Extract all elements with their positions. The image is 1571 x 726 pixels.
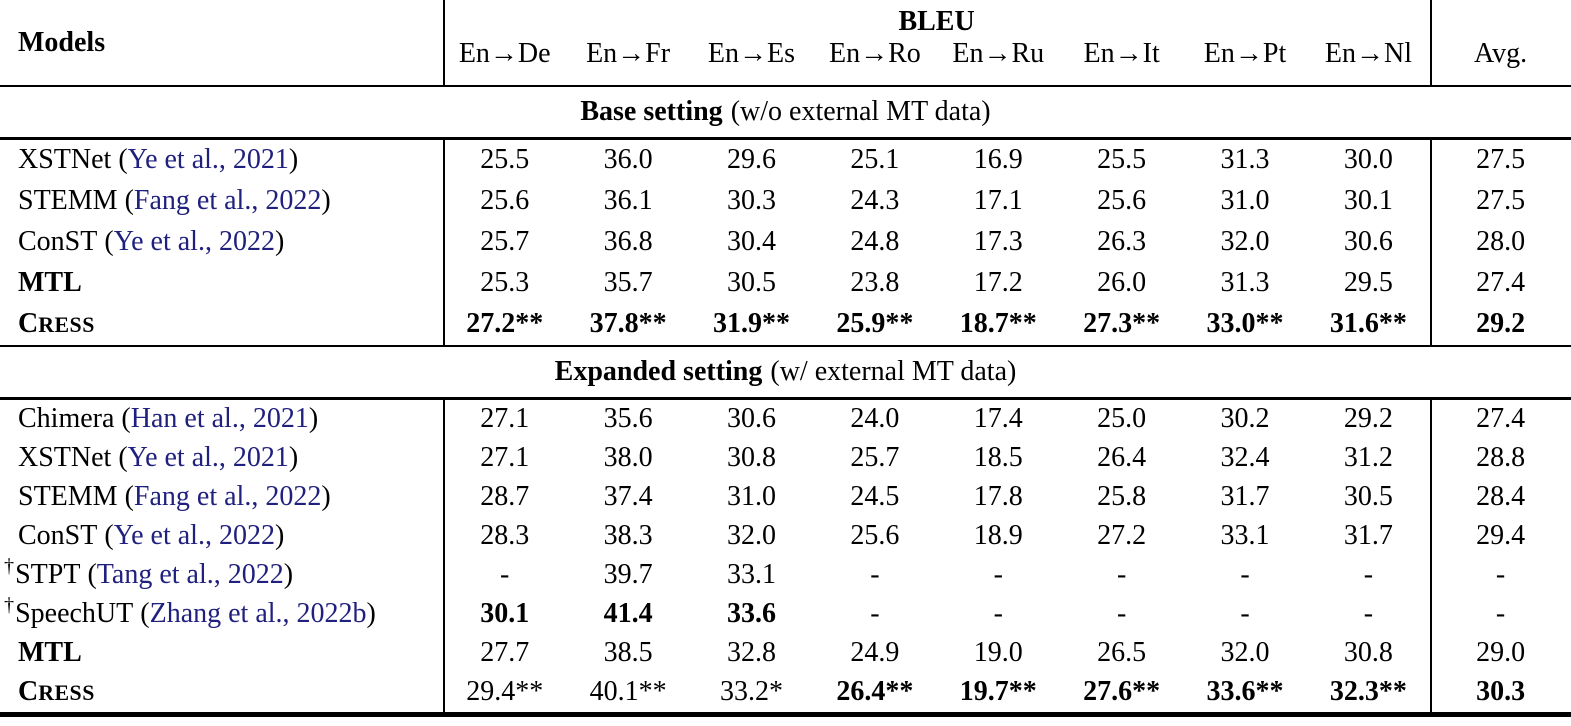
model-name: MTL <box>18 267 82 299</box>
dagger-icon: † <box>4 554 15 577</box>
bleu-value-cell: 18.5 <box>973 442 1023 474</box>
bleu-value-cell: - <box>1240 598 1250 630</box>
table-row <box>0 140 1571 181</box>
bleu-value-cell: 30.6 <box>1343 226 1393 258</box>
bleu-value-cell: 28.7 <box>480 481 530 513</box>
bleu-value-cell: 25.1 <box>850 144 900 176</box>
model-name: XSTNet <box>18 442 112 474</box>
bleu-value-cell: - <box>870 559 880 591</box>
bleu-value-cell: 36.8 <box>603 226 653 258</box>
bleu-value-cell: 18.9 <box>973 520 1023 552</box>
avg-value-cell: 27.5 <box>1476 144 1526 176</box>
citation-link[interactable]: Ye et al., 2021 <box>127 144 289 176</box>
bleu-value-cell: 31.7 <box>1343 520 1393 552</box>
table-row <box>0 439 1571 478</box>
avg-value-cell: 28.0 <box>1476 226 1526 258</box>
model-cell <box>0 267 443 299</box>
bleu-value-cell: 36.0 <box>603 144 653 176</box>
model-cell <box>0 676 443 708</box>
bleu-value-cell: 26.3 <box>1097 226 1147 258</box>
citation-close-paren: ) <box>321 481 331 513</box>
bleu-value-cell: 18.7** <box>959 308 1037 340</box>
bleu-value-cell: 25.5 <box>480 144 530 176</box>
bleu-value-cell: 30.2 <box>1220 403 1270 435</box>
model-name: ConST <box>18 226 98 258</box>
expanded-setting-rows <box>0 400 1571 712</box>
bleu-value-cell: - <box>1363 559 1374 591</box>
citation-close-paren: ) <box>308 403 319 435</box>
citation-close-paren: ) <box>274 226 285 258</box>
bleu-value-cell: 32.8 <box>726 637 776 669</box>
bleu-value-cell: 30.5 <box>726 267 776 299</box>
models-column-header: Models <box>18 26 106 58</box>
bleu-value-cell: 24.0 <box>850 403 900 435</box>
bleu-value-cell: 30.1 <box>1343 185 1393 217</box>
avg-value-cell: - <box>1495 598 1506 630</box>
table-row <box>0 304 1571 345</box>
bleu-value-cell: 25.0 <box>1097 403 1147 435</box>
bleu-value-cell: 32.4 <box>1220 442 1270 474</box>
dagger-icon: † <box>4 593 15 616</box>
bleu-value-cell: 24.3 <box>850 185 900 217</box>
citation-open-paren: ( <box>117 481 134 513</box>
bottom-margin <box>0 717 1571 726</box>
section-title-bold: Expanded setting <box>554 356 763 388</box>
citation-open-paren: ( <box>111 144 128 176</box>
bleu-value-cell: 33.2* <box>719 676 783 708</box>
column-header-en-it: En→It <box>1083 38 1160 69</box>
citation-open-paren: ( <box>117 185 134 217</box>
bleu-value-cell: 31.6** <box>1329 308 1407 340</box>
model-cell <box>0 520 443 552</box>
bleu-value-cell: 32.0 <box>1220 226 1270 258</box>
bleu-value-cell: 30.3 <box>726 185 776 217</box>
model-name: MTL <box>18 637 82 669</box>
model-name: CRESS <box>18 676 95 708</box>
bleu-value-cell: - <box>1363 598 1374 630</box>
bleu-value-cell: 26.4 <box>1097 442 1147 474</box>
citation-open-paren: ( <box>111 442 128 474</box>
bleu-value-cell: 24.8 <box>850 226 900 258</box>
avg-value-cell: 27.4 <box>1476 403 1526 435</box>
model-cell <box>0 185 443 217</box>
table-row <box>0 556 1571 595</box>
bleu-value-cell: 27.1 <box>480 403 530 435</box>
bleu-value-cell: 17.1 <box>973 185 1023 217</box>
bleu-value-cell: 19.7** <box>959 676 1037 708</box>
bleu-value-cell: 31.0 <box>726 481 776 513</box>
bleu-value-cell: 17.3 <box>973 226 1023 258</box>
bleu-value-cell: 30.1 <box>480 598 530 630</box>
bleu-value-cell: 24.9 <box>850 637 900 669</box>
bleu-value-cell: 27.2** <box>466 308 544 340</box>
citation-open-paren: ( <box>80 559 97 591</box>
bleu-value-cell: 40.1** <box>589 676 667 708</box>
bleu-value-cell: 27.3** <box>1083 308 1161 340</box>
bleu-value-cell: 29.4** <box>466 676 544 708</box>
bleu-value-cell: 32.0 <box>1220 637 1270 669</box>
section-title-note: (w/ external MT data) <box>770 356 1017 388</box>
bleu-value-cell: 35.7 <box>603 267 653 299</box>
column-header-en-nl: En→Nl <box>1324 38 1412 69</box>
models-divider-line <box>443 0 445 85</box>
bleu-value-cell: - <box>1116 559 1127 591</box>
bleu-value-cell: 29.2 <box>1343 403 1393 435</box>
model-name: CRESS <box>18 308 95 340</box>
bleu-value-cell: 33.1 <box>1220 520 1270 552</box>
bleu-value-cell: 36.1 <box>603 185 653 217</box>
bleu-value-cell: 25.6 <box>1097 185 1147 217</box>
bleu-value-cell: - <box>1116 598 1127 630</box>
bleu-value-cell: 33.0** <box>1206 308 1284 340</box>
bleu-value-cell: 24.5 <box>850 481 900 513</box>
avg-divider-line <box>1430 400 1432 712</box>
model-cell <box>0 481 443 513</box>
citation-open-paren: ( <box>97 226 114 258</box>
section-title-base <box>0 87 1571 137</box>
bleu-value-cell: 16.9 <box>973 144 1023 176</box>
model-cell <box>0 144 443 176</box>
bleu-value-cell: 26.4** <box>836 676 914 708</box>
bleu-value-cell: 31.0 <box>1220 185 1270 217</box>
model-name: STEMM <box>18 481 118 513</box>
table-header <box>0 0 1571 85</box>
bleu-value-cell: 29.6 <box>726 144 776 176</box>
bleu-value-cell: 33.1 <box>726 559 776 591</box>
bleu-value-cell: 23.8 <box>850 267 900 299</box>
section-title-bold: Base setting <box>580 96 723 128</box>
avg-value-cell: - <box>1495 559 1506 591</box>
models-divider-line <box>443 400 445 712</box>
bleu-value-cell: 25.6 <box>480 185 530 217</box>
bleu-value-cell: 26.5 <box>1097 637 1147 669</box>
bleu-value-cell: 31.3 <box>1220 267 1270 299</box>
citation-link[interactable]: Ye et al., 2022 <box>113 226 275 258</box>
model-name: XSTNet <box>18 144 112 176</box>
bleu-value-cell: 31.3 <box>1220 144 1270 176</box>
bleu-value-cell: 39.7 <box>603 559 653 591</box>
model-name: STPT <box>15 559 81 591</box>
bleu-value-cell: 35.6 <box>603 403 653 435</box>
table-row <box>0 517 1571 556</box>
table-row <box>0 263 1571 304</box>
avg-value-cell: 27.4 <box>1476 267 1526 299</box>
bleu-value-cell: 30.0 <box>1343 144 1393 176</box>
bleu-value-cell: 25.5 <box>1097 144 1147 176</box>
bleu-group-header: BLEU <box>898 6 975 37</box>
bleu-value-cell: 25.7 <box>480 226 530 258</box>
citation-link[interactable]: Fang et al., 2022 <box>133 481 322 513</box>
model-cell <box>0 226 443 258</box>
section-title-expanded <box>0 347 1571 397</box>
bleu-value-cell: 31.9** <box>712 308 790 340</box>
citation-link[interactable]: Tang et al., 2022 <box>96 559 284 591</box>
table-row <box>0 634 1571 673</box>
bleu-value-cell: 25.7 <box>850 442 900 474</box>
model-cell <box>0 554 443 591</box>
bleu-value-cell: 41.4 <box>603 598 653 630</box>
bleu-value-cell: - <box>870 598 880 630</box>
column-header-en-pt: En→Pt <box>1203 38 1287 69</box>
bleu-value-cell: 31.7 <box>1220 481 1270 513</box>
avg-value-cell: 28.4 <box>1476 481 1526 513</box>
bleu-value-cell: 31.2 <box>1343 442 1393 474</box>
bleu-value-cell: 29.5 <box>1343 267 1393 299</box>
bleu-value-cell: 25.3 <box>480 267 530 299</box>
bleu-value-cell: 28.3 <box>480 520 530 552</box>
table-row <box>0 673 1571 712</box>
section-title-note: (w/o external MT data) <box>730 96 991 128</box>
citation-open-paren: ( <box>133 598 150 630</box>
citation-open-paren: ( <box>97 520 114 552</box>
bleu-value-cell: 38.5 <box>603 637 653 669</box>
citation-close-paren: ) <box>283 559 294 591</box>
bleu-value-cell: 37.4 <box>603 481 653 513</box>
model-cell <box>0 593 443 630</box>
column-header-en-fr: En→Fr <box>586 38 671 69</box>
bleu-value-cell: 26.0 <box>1097 267 1147 299</box>
citation-link[interactable]: Ye et al., 2022 <box>113 520 275 552</box>
citation-close-paren: ) <box>366 598 376 630</box>
bleu-value-cell: 25.8 <box>1097 481 1147 513</box>
citation-link[interactable]: Fang et al., 2022 <box>133 185 322 217</box>
bleu-value-cell: - <box>993 598 1003 630</box>
table-row <box>0 595 1571 634</box>
avg-value-cell: 29.2 <box>1476 308 1526 340</box>
model-name: ConST <box>18 520 98 552</box>
column-header-en-de: En→De <box>458 38 551 69</box>
bleu-value-cell: 33.6** <box>1206 676 1284 708</box>
bleu-value-cell: 38.0 <box>603 442 653 474</box>
bleu-value-cell: - <box>993 559 1003 591</box>
model-cell <box>0 403 443 435</box>
bleu-value-cell: 30.8 <box>726 442 776 474</box>
bleu-value-cell: 32.3** <box>1329 676 1407 708</box>
avg-divider-line <box>1430 0 1432 85</box>
model-cell <box>0 637 443 669</box>
bleu-value-cell: - <box>1240 559 1250 591</box>
citation-link[interactable]: Han et al., 2021 <box>130 403 309 435</box>
avg-column-header: Avg. <box>1473 38 1528 69</box>
model-cell <box>0 308 443 340</box>
column-header-en-es: En→Es <box>707 38 796 69</box>
bleu-value-cell: 30.8 <box>1343 637 1393 669</box>
base-setting-rows <box>0 140 1571 345</box>
citation-close-paren: ) <box>321 185 331 217</box>
models-divider-line <box>443 140 445 345</box>
table-row <box>0 181 1571 222</box>
citation-close-paren: ) <box>288 144 299 176</box>
bleu-value-cell: 25.6 <box>850 520 900 552</box>
column-header-en-ru: En→Ru <box>952 38 1045 69</box>
model-name: STEMM <box>18 185 118 217</box>
bleu-value-cell: 30.4 <box>726 226 776 258</box>
bleu-value-cell: 33.6 <box>726 598 776 630</box>
citation-link[interactable]: Zhang et al., 2022b <box>149 598 367 630</box>
avg-divider-line <box>1430 140 1432 345</box>
citation-open-paren: ( <box>114 403 131 435</box>
table-row <box>0 478 1571 517</box>
citation-close-paren: ) <box>274 520 285 552</box>
model-name: SpeechUT <box>15 598 134 630</box>
bleu-value-cell: 17.2 <box>973 267 1023 299</box>
citation-link[interactable]: Ye et al., 2021 <box>127 442 289 474</box>
avg-value-cell: 29.0 <box>1476 637 1526 669</box>
bleu-value-cell: 17.8 <box>973 481 1023 513</box>
bleu-value-cell: 30.5 <box>1343 481 1393 513</box>
bleu-value-cell: 32.0 <box>726 520 776 552</box>
avg-value-cell: 28.8 <box>1476 442 1526 474</box>
table-row <box>0 400 1571 439</box>
avg-value-cell: 30.3 <box>1476 676 1526 708</box>
bleu-value-cell: 38.3 <box>603 520 653 552</box>
bleu-value-cell: 30.6 <box>726 403 776 435</box>
bleu-value-cell: 17.4 <box>973 403 1023 435</box>
bleu-value-cell: 37.8** <box>589 308 667 340</box>
bleu-value-cell: 27.2 <box>1097 520 1147 552</box>
avg-value-cell: 29.4 <box>1476 520 1526 552</box>
bleu-value-cell: 19.0 <box>973 637 1023 669</box>
bleu-value-cell: 25.9** <box>836 308 914 340</box>
citation-close-paren: ) <box>288 442 299 474</box>
avg-value-cell: 27.5 <box>1476 185 1526 217</box>
column-header-en-ro: En→Ro <box>828 38 921 69</box>
bleu-value-cell: 27.1 <box>480 442 530 474</box>
table-row <box>0 222 1571 263</box>
bleu-value-cell: 27.7 <box>480 637 530 669</box>
bleu-value-cell: - <box>500 559 510 591</box>
model-name: Chimera <box>18 403 115 435</box>
model-cell <box>0 442 443 474</box>
bleu-value-cell: 27.6** <box>1083 676 1161 708</box>
